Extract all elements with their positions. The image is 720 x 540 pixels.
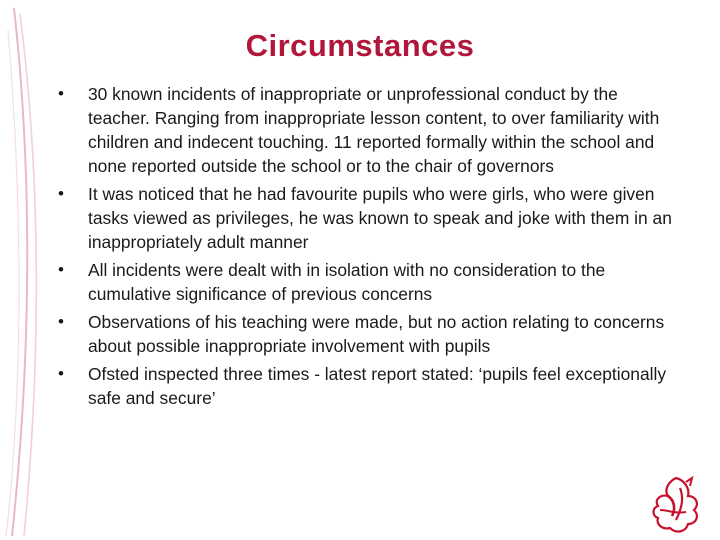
bullet-dot: • — [58, 260, 64, 279]
dragon-logo-icon — [646, 474, 702, 536]
bullet-dot: • — [58, 84, 64, 103]
bullet-text: It was noticed that he had favourite pupils who were girls, who were given tasks viewed as privileges, he was known to speak and joke with them in an inappropriately adult manner — [88, 184, 672, 252]
bullet-text: All incidents were dealt with in isolation with no consideration to the cumulative significance of previous concerns — [88, 260, 606, 304]
decorative-swoosh-icon — [0, 0, 60, 540]
bullet-dot: • — [58, 364, 64, 383]
slide-title: Circumstances — [245, 28, 475, 63]
bullet-text: Ofsted inspected three times - latest report stated: ‘pupils feel exceptionally safe and secure’ — [88, 364, 667, 408]
bullet-dot: • — [58, 312, 64, 331]
bullet-item — [56, 310, 676, 358]
bullet-item — [56, 82, 676, 178]
bullet-dot: • — [58, 184, 64, 203]
bullet-item — [56, 362, 676, 410]
bullet-item — [56, 258, 676, 306]
bullet-list — [56, 82, 676, 414]
bullet-text: 30 known incidents of inappropriate or unprofessional conduct by the teacher. Ranging from inappropriate lesson content, to over familiarity with children and indecent touching. 11 reported formally within the school and none reported outside the school or to the chair of governors — [88, 84, 660, 176]
bullet-item — [56, 182, 676, 254]
bullet-text: Observations of his teaching were made, but no action relating to concerns about possible inappropriate involvement with pupils — [88, 312, 665, 356]
